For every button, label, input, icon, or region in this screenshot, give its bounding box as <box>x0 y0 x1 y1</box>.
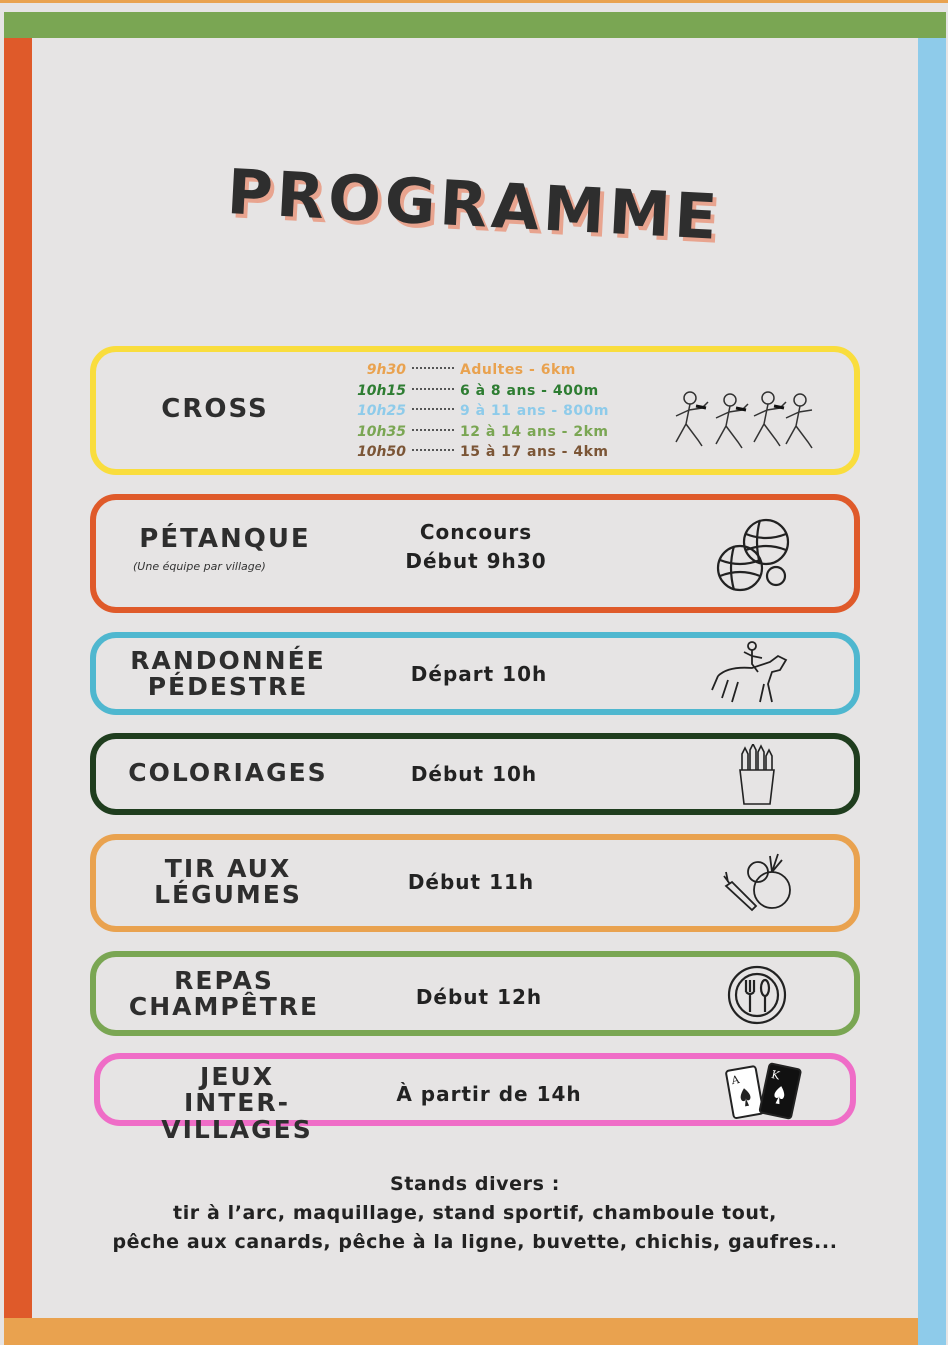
petanque-balls-icon <box>714 516 794 592</box>
playing-cards-icon <box>724 1060 804 1124</box>
schedule-time: 10h50 <box>357 444 406 461</box>
footer-heading: Stands divers : <box>390 1173 560 1195</box>
coloriages-info: Début 10h <box>410 762 538 786</box>
coloriages-label: COLORIAGES <box>128 758 328 787</box>
repas-label-line2: CHAMPÊTRE <box>128 992 320 1022</box>
repas-info: Début 12h <box>415 985 543 1009</box>
schedule-dots <box>412 429 454 431</box>
schedule-time: 9h30 <box>366 362 406 379</box>
footer-line-3: pêche aux canards, pêche à la ligne, buvette, chichis, gaufres... <box>112 1231 838 1253</box>
cross-schedule-row <box>354 381 644 402</box>
schedule-description: 9 à 11 ans - 800m <box>460 403 609 420</box>
randonnee-label-line2: PÉDESTRE <box>147 672 309 702</box>
top-thin-border <box>0 0 948 3</box>
schedule-dots <box>412 408 454 410</box>
pencils-cup-icon <box>734 744 780 806</box>
schedule-time: 10h35 <box>357 423 406 440</box>
petanque-info-line1: Concours <box>419 520 533 544</box>
jeux-info: À partir de 14h <box>396 1082 582 1106</box>
petanque-info-line2: Début 9h30 <box>405 549 547 573</box>
horse-rider-icon <box>708 636 792 710</box>
schedule-description: 6 à 8 ans - 400m <box>460 382 599 399</box>
schedule-description: 12 à 14 ans - 2km <box>460 423 609 440</box>
randonnee-info: Départ 10h <box>410 662 548 686</box>
cross-schedule-row <box>354 422 644 443</box>
jeux-label <box>112 1064 362 1143</box>
schedule-time: 10h25 <box>357 403 406 420</box>
left-orange-border <box>4 38 32 1345</box>
bottom-orange-border <box>4 1318 918 1345</box>
cross-label: CROSS <box>161 394 269 424</box>
cross-schedule <box>354 360 644 463</box>
plate-cutlery-icon <box>726 964 788 1026</box>
petanque-note: (Une équipe par village) <box>133 560 266 573</box>
footer-line-2: tir à l’arc, maquillage, stand sportif, chamboule tout, <box>173 1202 777 1224</box>
ace-letter: A <box>730 1073 741 1088</box>
schedule-description: 15 à 17 ans - 4km <box>460 444 609 461</box>
repas-label-line1: REPAS <box>174 966 274 995</box>
schedule-description: Adultes - 6km <box>460 362 576 379</box>
runners-icon <box>668 386 818 456</box>
tir-label-line1: TIR AUX <box>164 854 292 883</box>
stands-footer <box>40 1170 910 1257</box>
schedule-time: 10h15 <box>357 382 406 399</box>
cross-schedule-row <box>354 401 644 422</box>
king-letter: K <box>770 1067 781 1083</box>
petanque-info <box>356 518 596 576</box>
schedule-dots <box>412 449 454 451</box>
jeux-label-line2: INTER-VILLAGES <box>161 1088 313 1144</box>
tir-label-line2: LÉGUMES <box>154 880 302 910</box>
schedule-dots <box>412 367 454 369</box>
top-green-border <box>4 12 946 38</box>
repas-label <box>124 968 324 1021</box>
cross-schedule-row <box>354 442 644 463</box>
randonnee-label-line1: RANDONNÉE <box>130 646 326 675</box>
jeux-label-line1: JEUX <box>200 1062 274 1091</box>
randonnee-label <box>128 648 328 701</box>
petanque-label: PÉTANQUE <box>139 524 311 554</box>
cross-schedule-row <box>354 360 644 381</box>
tir-info: Début 11h <box>407 870 535 894</box>
tir-label <box>128 856 328 909</box>
vegetables-icon <box>722 848 798 918</box>
schedule-dots <box>412 388 454 390</box>
page-title: PROGRAMME <box>225 155 723 254</box>
